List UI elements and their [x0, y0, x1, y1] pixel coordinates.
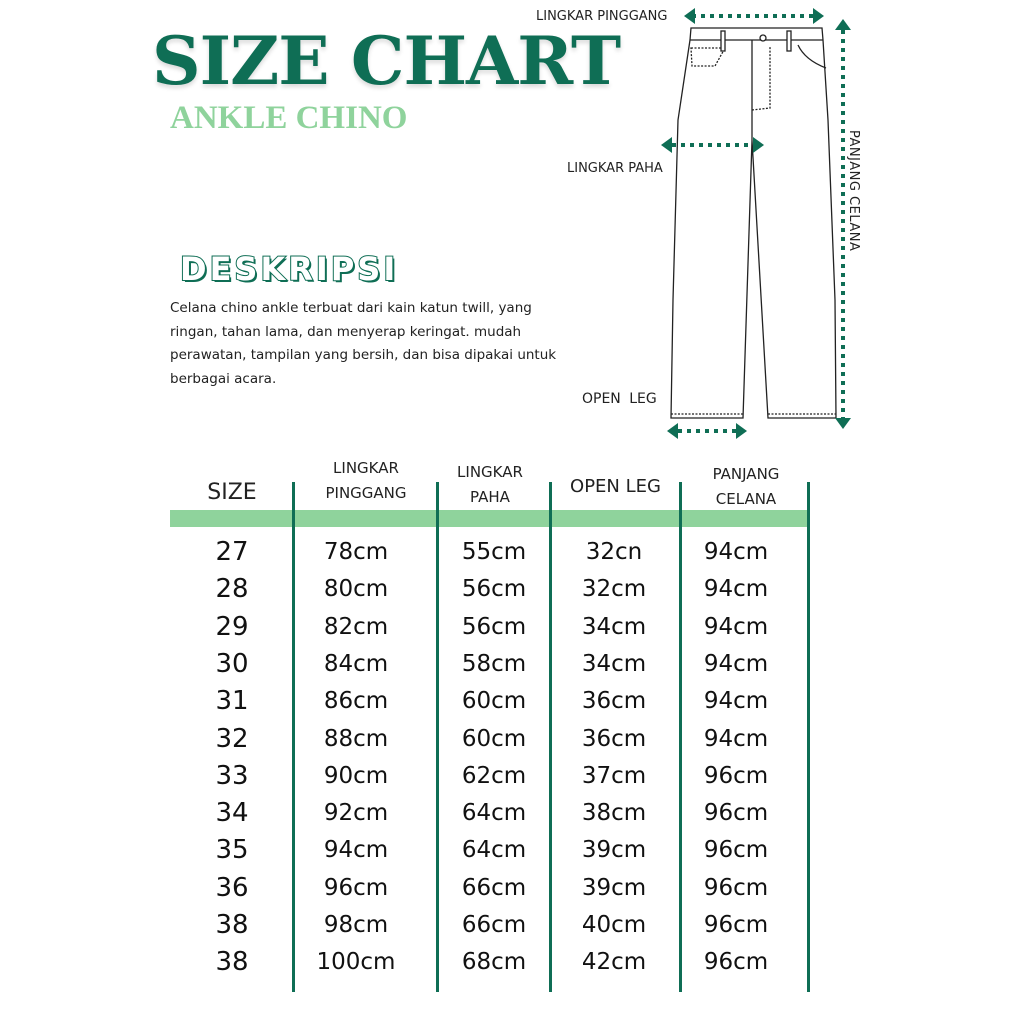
cell-size: 27: [215, 537, 249, 567]
header-size: SIZE: [207, 480, 257, 505]
cell-waist: 80cm: [323, 576, 389, 603]
cell-waist: 94cm: [323, 837, 389, 864]
cell-thigh: 62cm: [461, 762, 527, 789]
cell-waist: 78cm: [323, 539, 389, 565]
header-open-leg: OPEN LEG: [570, 476, 661, 497]
arrow-head-icon: [667, 423, 678, 439]
page-title: SIZE CHART: [152, 22, 621, 100]
column-divider: [292, 482, 295, 992]
cell-size: 36: [215, 872, 249, 903]
cell-waist: 84cm: [323, 650, 389, 677]
cell-open-leg: 34cm: [581, 650, 647, 677]
cell-size: 32: [215, 723, 249, 754]
cell-open-leg: 39cm: [581, 874, 647, 901]
cell-length: 94cm: [703, 576, 769, 603]
open-leg-label: OPEN LEG: [582, 391, 657, 407]
belt-loop: [721, 31, 725, 51]
cell-size: 29: [215, 611, 249, 642]
cell-length: 96cm: [703, 762, 769, 789]
cell-length: 96cm: [703, 837, 769, 864]
cell-open-leg: 40cm: [581, 912, 647, 938]
waist-label: LINGKAR PINGGANG: [536, 9, 668, 24]
cell-open-leg: 39cm: [581, 837, 647, 864]
arrow-head-icon: [835, 418, 851, 429]
cell-size: 35: [215, 835, 249, 866]
cell-size: 30: [215, 648, 249, 679]
cell-open-leg: 38cm: [581, 800, 647, 827]
arrow-head-icon: [684, 8, 695, 24]
cell-thigh: 55cm: [461, 539, 527, 565]
cell-length: 96cm: [703, 912, 769, 938]
cell-length: 94cm: [703, 650, 769, 677]
header-length-line2: CELANA: [715, 490, 777, 508]
cell-length: 94cm: [703, 613, 769, 640]
arrow-head-icon: [835, 19, 851, 30]
cell-thigh: 66cm: [461, 912, 527, 938]
cell-waist: 88cm: [323, 725, 389, 752]
cell-thigh: 66cm: [461, 874, 527, 901]
cell-length: 94cm: [703, 688, 769, 715]
header-length: [682, 462, 810, 512]
description-heading: DESKRIPSI: [180, 250, 399, 288]
cell-open-leg: 32cm: [581, 576, 647, 603]
cell-thigh: 64cm: [461, 800, 527, 827]
cell-waist: 100cm: [316, 949, 396, 976]
cell-waist: 90cm: [323, 762, 389, 789]
cell-size: 38: [215, 947, 249, 978]
cell-open-leg: 36cm: [581, 688, 647, 715]
cell-waist: 82cm: [323, 613, 389, 640]
cell-thigh: 58cm: [461, 650, 527, 677]
cell-length: 94cm: [703, 539, 769, 565]
thigh-label: LINGKAR PAHA: [567, 161, 663, 176]
cell-size: 31: [215, 686, 249, 717]
cell-waist: 92cm: [323, 800, 389, 827]
header-waist-line2: PINGGANG: [325, 484, 407, 502]
product-subtitle: ANKLE CHINO: [170, 100, 408, 136]
cell-thigh: 64cm: [461, 837, 527, 864]
cell-size: 28: [215, 574, 249, 605]
cell-length: 96cm: [703, 949, 769, 976]
cell-length: 96cm: [703, 800, 769, 827]
cell-thigh: 56cm: [461, 576, 527, 603]
description-text: Celana chino ankle terbuat dari kain katun twill, yang ringan, tahan lama, dan menyerap keringat. mudah perawatan, tampilan yang bersih, dan bisa dipakai untuk berbagai acara.: [170, 300, 557, 387]
length-label: PANJANG CELANA: [846, 130, 861, 252]
header-thigh-line1: LINGKAR: [457, 463, 523, 481]
cell-size: 33: [215, 760, 249, 791]
button: [760, 35, 766, 41]
cell-thigh: 60cm: [461, 688, 527, 715]
header-length-line1: PANJANG: [712, 465, 780, 483]
cell-thigh: 56cm: [461, 613, 527, 640]
cell-size: 34: [215, 798, 249, 829]
column-divider: [807, 482, 810, 992]
arrow-head-icon: [736, 423, 747, 439]
cell-open-leg: 36cm: [581, 725, 647, 752]
cell-open-leg: 37cm: [581, 762, 647, 789]
header-thigh: [440, 460, 540, 510]
arrow-head-icon: [661, 137, 672, 153]
pants-diagram: [560, 0, 860, 445]
header-thigh-line2: PAHA: [470, 488, 510, 506]
cell-thigh: 68cm: [461, 949, 527, 976]
arrow-head-icon: [813, 8, 824, 24]
cell-length: 96cm: [703, 874, 769, 901]
cell-length: 94cm: [703, 725, 769, 752]
cell-waist: 98cm: [323, 912, 389, 938]
cell-open-leg: 34cm: [581, 613, 647, 640]
cell-size: 38: [215, 910, 249, 940]
belt-loop: [787, 31, 791, 51]
cell-waist: 96cm: [323, 874, 389, 901]
pants-outline: [671, 28, 836, 418]
cell-open-leg: 32cn: [585, 539, 643, 565]
header-waist-line1: LINGKAR: [333, 459, 399, 477]
cell-open-leg: 42cm: [581, 949, 647, 976]
cell-waist: 86cm: [323, 688, 389, 715]
header-waist: [300, 456, 432, 506]
header-divider-bar: [170, 510, 810, 527]
cell-thigh: 60cm: [461, 725, 527, 752]
